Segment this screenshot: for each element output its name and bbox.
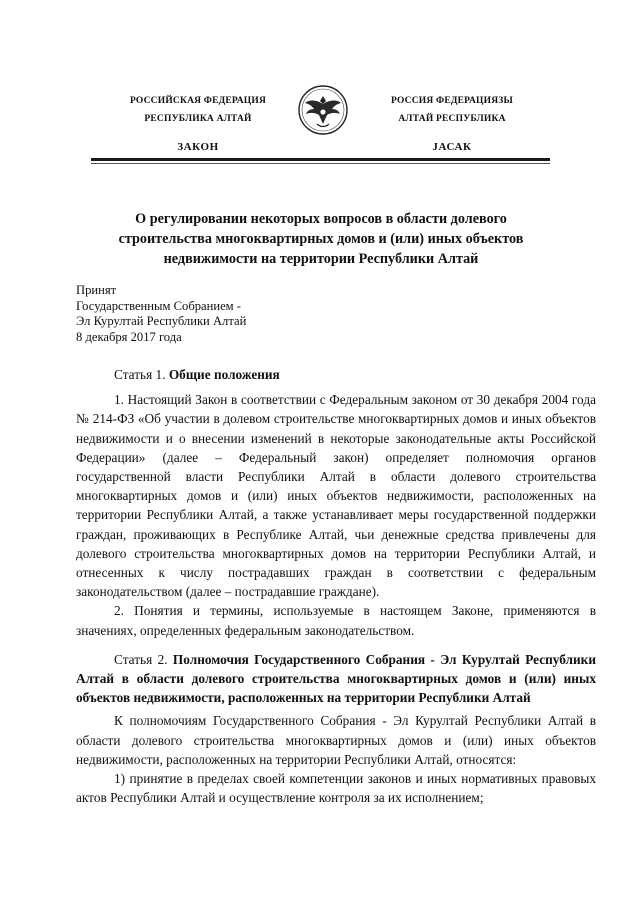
article-1-paragraph-1: 1. Настоящий Закон в соответствии с Федеральным законом от 30 декабря 2004 года № 214-ФЗ «Об участии в долевом строительстве многоквартирных домов и иных объектов недвижимости и о внесении изменений в некоторые законодательные акты Российской Федерации» (далее – Федеральный закон) определяет полномочия органов государственной власти Республики Алтай в области долевого строительства многоквартирных домов и (или) иных объектов недвижимости, расположенных на территории Республики Алтай, а также устанавливает меры государственной поддержки граждан, проживающих в Республике Алтай, чьи денежные средства привлечены для долевого строительства многоквартирных домов на территории Республики Алтай, и отнесенных к числу пострадавших граждан в соответствии с федеральным законодательством (далее – пострадавшие граждане). (76, 392, 596, 600)
adopted-line-3: Эл Курултай Республики Алтай (76, 314, 247, 328)
header-rule-thin (91, 163, 550, 164)
header-rule-thick (91, 158, 550, 161)
article-2-paragraph-2: 1) принятие в пределах своей компетенции законов и иных нормативных правовых актов Республики Алтай и осуществление контроля за их исполнением; (76, 771, 596, 806)
adopted-line-1: Принят (76, 283, 117, 297)
header-right (342, 92, 562, 128)
article-2-heading (76, 650, 596, 708)
header-left-law: ЗАКОН (177, 141, 219, 153)
header-right-law: JАСАК (432, 141, 472, 153)
article-1-title: Общие положения (168, 367, 280, 382)
adopted-date: 8 декабря 2017 года (76, 329, 182, 344)
header-left-country: РОССИЙСКАЯ ФЕДЕРАЦИЯ (129, 96, 267, 106)
header-left (88, 92, 308, 128)
article-2-paragraph-1: К полномочиям Государственного Собрания - Эл Курултай Республики Алтай в области долевого строительства многоквартирных домов и (или) иных объектов недвижимости, расположенных на территории Республики Алтай, относятся: (76, 713, 596, 767)
adoption-block (76, 283, 376, 345)
header-right-republic: АЛТАЙ РЕСПУБЛИКА (398, 114, 506, 125)
article-2-label: Статья 2. (114, 651, 168, 667)
article-1-label: Статья 1. (114, 367, 166, 382)
header-left-republic: РЕСПУБЛИКА АЛТАЙ (144, 114, 252, 125)
document-body (76, 365, 596, 807)
article-2-title: Полномочия Государственного Собрания - Эл Курултай Республики Алтай в области долевого строительства многоквартирных домов и (или) иных объектов недвижимости, расположенных на территории Республики Алтай (76, 651, 596, 706)
article-1-heading (76, 365, 596, 384)
document-title: О регулировании некоторых вопросов в области долевого строительства многоквартирных домов и (или) иных объектов недвижимости на территории Республики Алтай (118, 211, 524, 267)
article-1-paragraph-2: 2. Понятия и термины, используемые в настоящем Законе, применяются в значениях, определенных федеральным законодательством. (76, 603, 596, 638)
header-right-country: РОССИЯ ФЕДЕРАЦИЯЗЫ (391, 96, 513, 106)
adopted-line-2: Государственным Собранием - (76, 298, 241, 313)
